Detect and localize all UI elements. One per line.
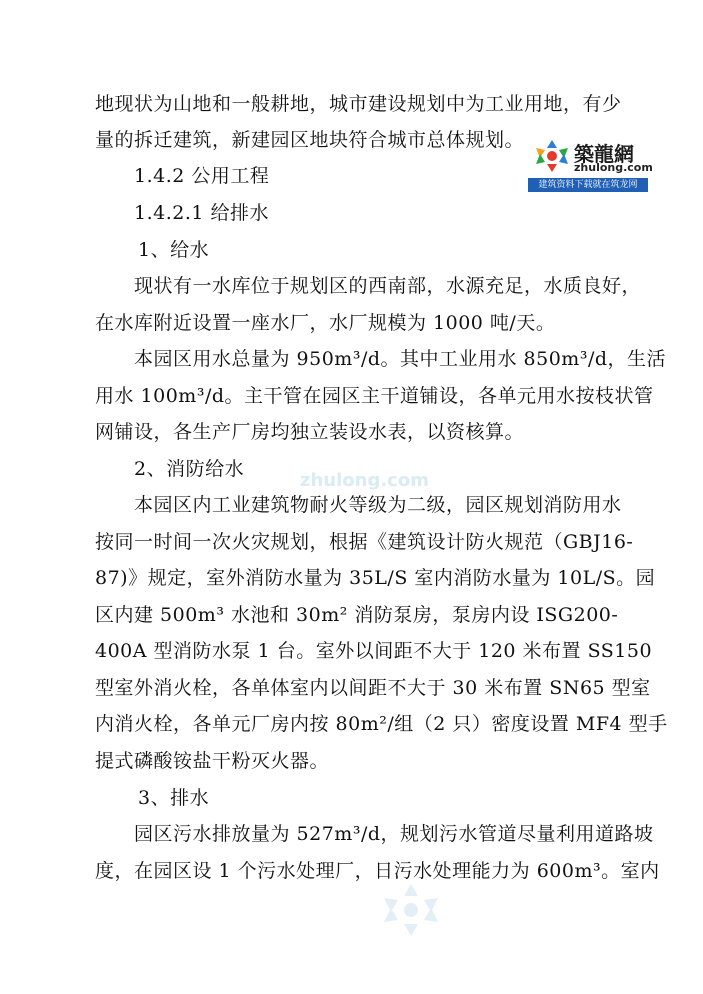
paragraph-line-21: 园区污水排放量为 527m³/d，规划污水管道尽量利用道路坡: [134, 823, 654, 845]
paragraph-line-17: 型室外消火栓，各单体室内以间距不大于 30 米布置 SN65 型室: [95, 677, 651, 699]
section-heading-1-4-2: 1.4.2 公用工程: [134, 165, 270, 187]
paragraph-line-9: 用水 100m³/d。主干管在园区主干道铺设，各单元用水按枝状管: [95, 385, 654, 407]
zhulong-logo-icon: [532, 138, 572, 174]
zhulong-logo: [528, 134, 653, 194]
subheading-drainage: 3、排水: [138, 787, 210, 809]
paragraph-line-10: 网铺设，各生产厂房均独立装设水表，以资核算。: [95, 421, 525, 443]
paragraph-line-2: 量的拆迁建筑，新建园区地块符合城市总体规划。: [95, 129, 525, 151]
paragraph-line-16: 400A 型消防水泵 1 台。室外以间距不大于 120 米布置 SS150: [95, 640, 653, 662]
watermark-snowflake-icon: [376, 880, 446, 940]
paragraph-line-19: 提式磷酸铵盐干粉灭火器。: [95, 750, 330, 772]
paragraph-line-18: 内消火栓，各单元厂房内按 80m²/组（2 只）密度设置 MF4 型手: [95, 713, 668, 735]
logo-tagline: 建筑资料下载就在筑龙网: [528, 178, 648, 192]
paragraph-line-7: 在水库附近设置一座水厂，水厂规模为 1000 吨/天。: [95, 312, 556, 334]
paragraph-line-14: 87)》规定，室外消防水量为 35L/S 室内消防水量为 10L/S。园: [95, 567, 656, 589]
section-heading-1-4-2-1: 1.4.2.1 给排水: [134, 202, 270, 224]
subheading-fire-water: 2、消防给水: [134, 458, 245, 480]
watermark-text: zhulong.com: [300, 470, 429, 491]
logo-domain: zhulong.com: [574, 161, 653, 174]
logo-name-cn: 築龍網: [574, 142, 634, 166]
subheading-water-supply: 1、给水: [138, 239, 210, 261]
paragraph-line-1: 地现状为山地和一般耕地，城市建设规划中为工业用地，有少: [95, 93, 622, 115]
paragraph-line-15: 区内建 500m³ 水池和 30m² 消防泵房，泵房内设 ISG200-: [95, 604, 619, 626]
paragraph-line-13: 按同一时间一次火灾规划，根据《建筑设计防火规范（GBJ16-: [95, 531, 634, 553]
paragraph-line-8: 本园区用水总量为 950m³/d。其中工业用水 850m³/d，生活: [134, 348, 667, 370]
paragraph-line-6: 现状有一水库位于规划区的西南部，水源充足，水质良好，: [134, 275, 642, 297]
paragraph-line-22: 度，在园区设 1 个污水处理厂，日污水处理能力为 600m³。室内: [95, 860, 660, 882]
paragraph-line-12: 本园区内工业建筑物耐火等级为二级，园区规划消防用水: [134, 494, 622, 516]
